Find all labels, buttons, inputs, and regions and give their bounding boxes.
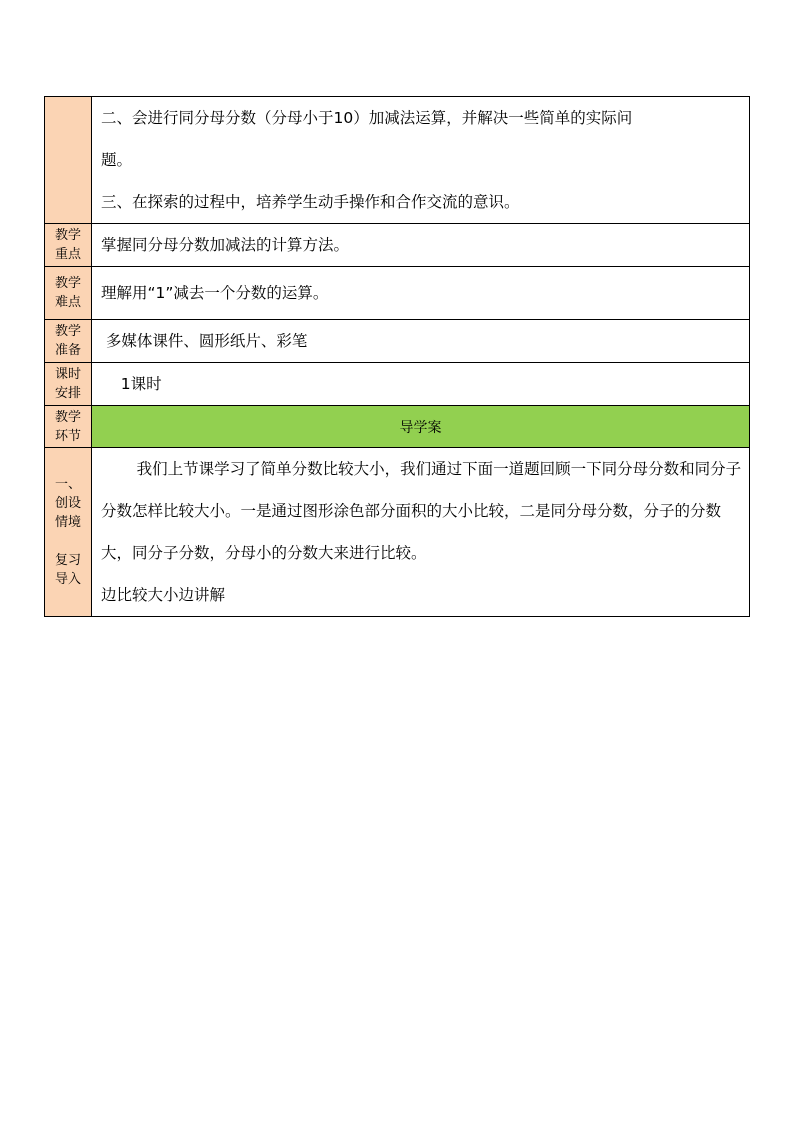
schedule-label: 课时 安排 xyxy=(45,363,92,406)
guided-plan-header: 导学案 xyxy=(92,406,750,448)
lesson-plan-table xyxy=(44,96,750,617)
preparation-label: 教学 准备 xyxy=(45,320,92,363)
objective-line-2b: 题。 xyxy=(101,151,133,169)
key-points-label: 教学 重点 xyxy=(45,224,92,267)
objectives-label-cell xyxy=(45,97,92,224)
difficulties-label: 教学 难点 xyxy=(45,267,92,320)
key-points-row xyxy=(45,224,750,267)
preparation-content: 多媒体课件、圆形纸片、彩笔 xyxy=(92,320,750,363)
schedule-content: 1课时 xyxy=(92,363,750,406)
schedule-row xyxy=(45,363,750,406)
objectives-row xyxy=(45,97,750,224)
objectives-content xyxy=(92,97,750,224)
intro-paragraph: 我们上节课学习了简单分数比较大小，我们通过下面一道题回顾一下同分母分数和同分子分数怎样比较大小。一是通过图形涂色部分面积的大小比较，二是同分母分数，分子的分数大，同分子分数，分母小的分数大来进行比较。 xyxy=(101,460,742,562)
difficulties-content: 理解用“1”减去一个分数的运算。 xyxy=(92,267,750,320)
difficulties-row xyxy=(45,267,750,320)
intro-label: 一、 创设 情境 复习 导入 xyxy=(45,448,92,617)
intro-row xyxy=(45,448,750,617)
stages-label: 教学 环节 xyxy=(45,406,92,448)
objective-line-2a: 二、会进行同分母分数（分母小于10）加减法运算，并解决一些简单的实际问 xyxy=(101,109,633,127)
key-points-content: 掌握同分母分数加减法的计算方法。 xyxy=(92,224,750,267)
intro-tail: 边比较大小边讲解 xyxy=(101,586,226,604)
preparation-row xyxy=(45,320,750,363)
stages-row xyxy=(45,406,750,448)
intro-content xyxy=(92,448,750,617)
objective-line-3: 三、在探索的过程中，培养学生动手操作和合作交流的意识。 xyxy=(101,193,520,211)
